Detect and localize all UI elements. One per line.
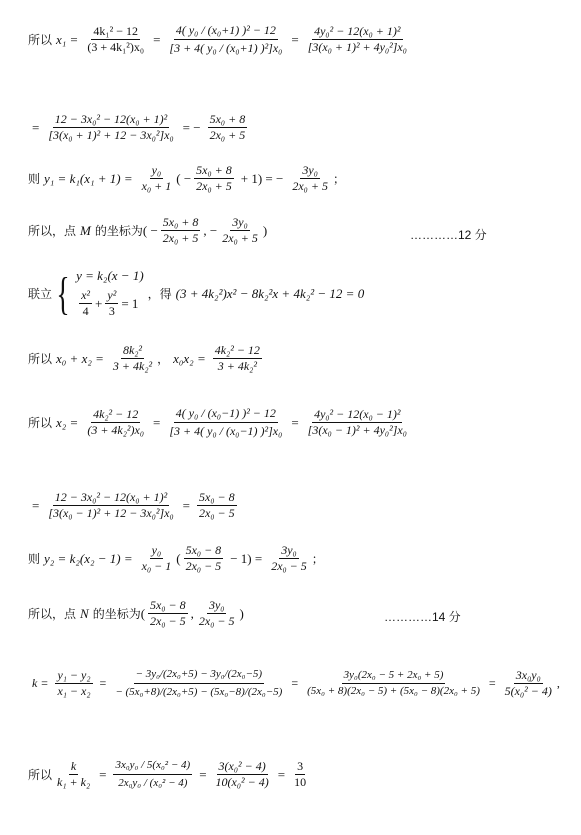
operator: , − (203, 222, 218, 238)
system-eq-1: y = k₂(x − 1) (76, 268, 144, 283)
fraction: $\frac{\text{4k₂² − 12}}{\text{3 + 4k₂²}}$ (214, 343, 260, 373)
score-12: …………12 分 (410, 228, 487, 242)
lead-text: 联立 (28, 287, 53, 301)
fraction: $\frac{\text{5x₀ + 8}}{\text{2x₀ + 5}}$ (209, 112, 246, 142)
equals: = (291, 676, 299, 690)
point-label: M (80, 222, 91, 238)
fraction: $\frac{\text{− 3y₀/(2x₀+5) − 3y₀/(2x₀−5)}}{\text{− (5x₀+8)/(2x₀+5) − (5x₀−8)/(2x₀−5)}}$ (115, 668, 283, 698)
expr: x₂ = (56, 414, 79, 430)
operator: − 1) = (230, 550, 263, 566)
fraction: $\frac{\text{y₁ − y₂}}{\text{x₁ − x₂}}$ (57, 668, 91, 698)
punct: ； (332, 172, 345, 186)
fraction: $\frac{\text{4k₁² − 12}}{\text{(3 + 4k₁²)x₀}}$ (87, 24, 145, 54)
equals: = (153, 414, 161, 430)
text: 的坐标为 (92, 607, 141, 621)
text: ，得 (147, 287, 172, 301)
equals: = (291, 31, 299, 47)
brace: { (56, 267, 70, 319)
operator: ( (176, 550, 181, 566)
lead-text: 所以 (28, 352, 53, 366)
fraction: $\frac{\text{y²}}{3}$ (107, 288, 117, 318)
punct: ， (157, 352, 170, 366)
fraction: $\frac{\text{3y₀}}{\text{2x₀ + 5}}$ (222, 215, 258, 245)
operator: + 1) = − (240, 170, 284, 186)
vieta-line (28, 343, 265, 374)
punct: , (556, 676, 560, 690)
fraction: $\frac{\text{4y₀² − 12(x₀ − 1)²}}{\text{[3(x₀ − 1)² + 4y₀²]x₀}}$ (307, 407, 407, 437)
fraction: $\frac{\text{x²}}{4}$ (81, 288, 91, 318)
equals: = (99, 766, 107, 782)
lead-text: 所以 (28, 416, 53, 430)
equals: = (32, 497, 40, 513)
fraction: $\frac{\text{5x₀ + 8}}{\text{2x₀ + 5}}$ (162, 215, 199, 245)
eq-x1-line (28, 22, 412, 57)
equals: = (291, 414, 299, 430)
lead-text: 所以 (28, 768, 53, 782)
fraction: $\frac{\text{3y₀}}{\text{2x₀ − 5}}$ (198, 598, 235, 628)
operator: , (190, 605, 194, 621)
operator: = (182, 497, 191, 513)
lead-text: 则 (28, 172, 41, 186)
operator: ) (262, 222, 268, 238)
fraction: $\frac{\text{3x₀y₀}}{\text{5(x₀² − 4)}}$ (504, 668, 552, 698)
equals: = (32, 119, 40, 135)
fraction: $\frac{\text{y₀}}{\text{x₀ + 1}}$ (141, 163, 172, 193)
fraction: $\frac{\text{3y₀}}{\text{2x₀ − 5}}$ (271, 543, 307, 573)
eq-y2-line (28, 543, 324, 574)
equals: = (153, 31, 161, 47)
equals: = (199, 766, 207, 782)
lead-text: 所以，点 (28, 224, 77, 238)
eq-y1-line (28, 163, 345, 194)
fraction: $\frac{\text{y₀}}{\text{x₀ − 1}}$ (141, 543, 172, 573)
fraction: $\frac{\text{4k₂² − 12}}{\text{(3 + 4k₂²)x₀}}$ (87, 407, 145, 437)
slope-k-line (28, 666, 560, 701)
fraction: $\frac{\text{3x₀y₀ / 5(x₀² − 4)}}{\text{2x₀y₀ / (x₀² − 4)}}$ (115, 759, 191, 789)
fraction: $\frac{\text{5x₀ − 8}}{\text{2x₀ − 5}}$ (150, 598, 186, 628)
operator: ( (140, 605, 146, 621)
point-m-line (28, 215, 267, 246)
fraction: $\frac{\text{4( y₀ / (x₀+1) )² − 12}}{\text{[3 + 4( y₀ / (x₀+1) )²]x₀}}$ (169, 23, 283, 55)
operator: + (95, 295, 103, 311)
fraction: $\frac{\text{5x₀ − 8}}{\text{2x₀ − 5}}$ (185, 543, 222, 573)
fraction: $\frac{\text{12 − 3x₀² − 12(x₀ + 1)²}}{\text{[3(x₀ + 1)² + 12 − 3x₀²]x₀}}$ (48, 112, 174, 142)
expr: y₂ = k₂(x₂ − 1) = (44, 550, 133, 566)
fraction: $\frac{\text{3y₀}}{\text{2x₀ + 5}}$ (292, 163, 328, 193)
fraction: $\frac{\text{4y₀² − 12(x₀ + 1)²}}{\text{[3(x₀ + 1)² + 4y₀²]x₀}}$ (307, 24, 407, 54)
equation: (3 + 4k₂²)x² − 8k₂²x + 4k₂² − 12 = 0 (175, 285, 365, 301)
expr: y₁ = k₁(x₁ + 1) = (44, 170, 133, 186)
fraction: $\frac{\text{8k₂²}}{\text{3 + 4k₂²}}$ (112, 343, 153, 373)
operator: ( − (142, 222, 158, 238)
lead-text: 所以，点 (28, 607, 77, 621)
operator: = 1 (121, 295, 139, 311)
point-label: N (80, 605, 89, 621)
lead-text: 则 (28, 552, 41, 566)
equals: = (277, 766, 286, 782)
expr: x₀x₂ = (173, 350, 206, 366)
fraction: $\frac{\text{4( y₀ / (x₀−1) )² − 12}}{\text{[3 + 4( y₀ / (x₀−1) )²]x₀}}$ (169, 406, 283, 438)
expr: x₀ + x₂ = (56, 350, 104, 366)
system-line (28, 268, 364, 319)
expr: k = (32, 676, 49, 690)
system-eq-2 (76, 288, 144, 319)
operator: = − (182, 119, 201, 135)
fraction: $\frac{k}{\text{k₁ + k₂}}$ (57, 759, 91, 789)
operator: ) (239, 605, 244, 621)
punct: ； (311, 552, 324, 566)
expr: x₁ = (56, 31, 79, 47)
lead-text: 所以 (28, 33, 53, 47)
equation-system (76, 268, 144, 319)
fraction: $\frac{\text{3y₀(2x₀ − 5 + 2x₀ + 5)}}{\text{(5x₀ + 8)(2x₀ − 5) + (5x₀ − 8)(2x₀ + 5)}}$ (307, 669, 480, 697)
eq-x2-line (28, 405, 412, 440)
eq-x1-simplify (28, 112, 250, 143)
fraction: $\frac{\text{5x₀ + 8}}{\text{2x₀ + 5}}$ (196, 163, 232, 193)
fraction: $\frac{3}{10}$ (294, 759, 307, 789)
equals: = (488, 676, 496, 690)
fraction: $\frac{\text{5x₀ − 8}}{\text{2x₀ − 5}}$ (199, 490, 235, 520)
eq-x2-simplify (28, 490, 240, 521)
point-n-line (28, 598, 244, 629)
equals: = (99, 676, 107, 690)
ratio-line (28, 757, 311, 792)
fraction: $\frac{\text{12 − 3x₀² − 12(x₀ + 1)²}}{\text{[3(x₀ − 1)² + 12 − 3x₀²]x₀}}$ (48, 490, 174, 520)
fraction: $\frac{\text{3(x₀² − 4)}}{\text{10(x₀² − 4)}}$ (215, 759, 269, 789)
text: 的坐标为 (94, 224, 143, 238)
operator: ( − (176, 170, 192, 186)
score-14: …………14 分 (384, 610, 461, 624)
